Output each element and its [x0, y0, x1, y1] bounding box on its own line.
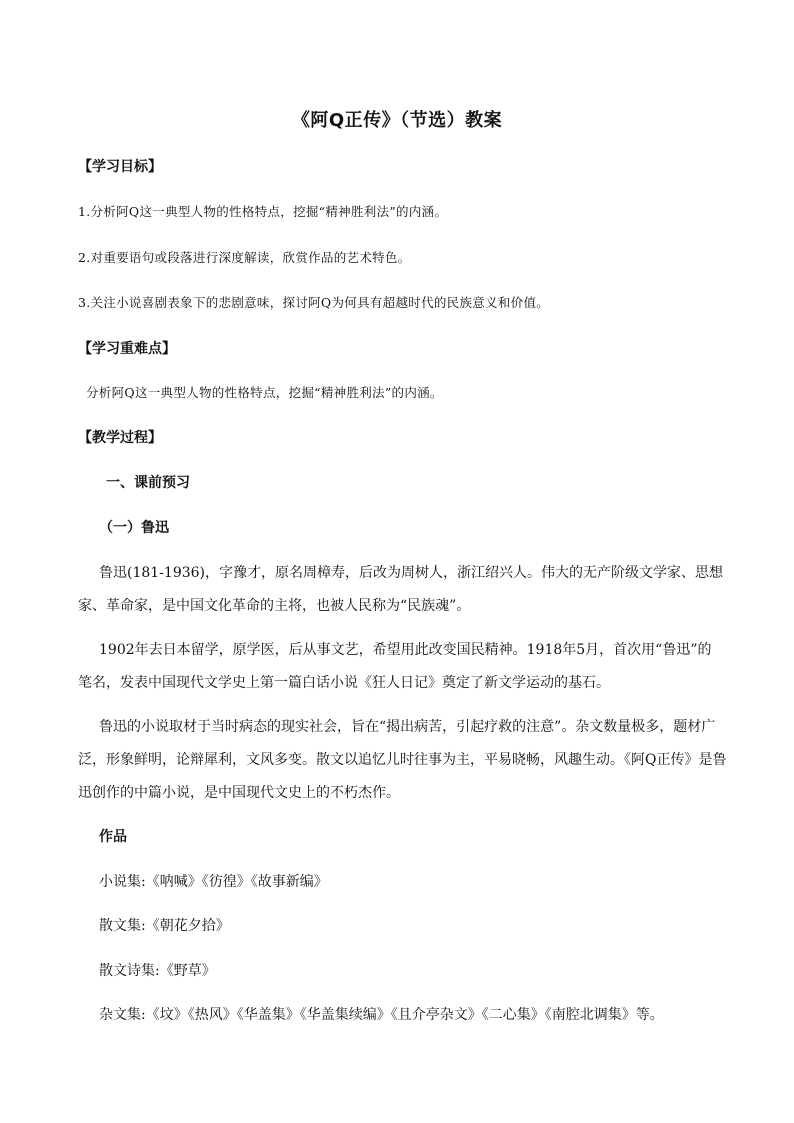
paragraph-2-line-1: 1902年去日本留学，原学医，后从事文艺，希望用此改变国民精神。1918年5月，首次用“鲁迅”的: [99, 642, 712, 658]
paragraph-3-line-3: 迅创作的中篇小说，是中国现代文史上的不朽杰作。: [78, 785, 400, 801]
key-points-heading: 【学习重难点】: [78, 341, 176, 357]
paragraph-1-line-1: 鲁迅(181-1936)，字豫才，原名周樟寿，后改为周树人，浙江绍兴人。伟大的无产阶级文学家、思想: [99, 565, 724, 581]
objective-item-1: 1.分析阿Q这一典型人物的性格特点，挖掘“精神胜利法”的内涵。: [78, 204, 448, 219]
works-item-prose-poems: 散文诗集:《野草》: [99, 963, 216, 979]
page-title: 《阿Q正传》（节选）教案: [291, 110, 503, 131]
works-item-novels: 小说集:《呐喊》《彷徨》《故事新编》: [99, 874, 328, 890]
objectives-heading: 【学习目标】: [78, 159, 162, 175]
works-item-essays: 散文集:《朝花夕拾》: [99, 918, 230, 934]
subheading-preview: 一、课前预习: [106, 475, 190, 491]
works-heading: 作品: [99, 829, 127, 845]
paragraph-3-line-1: 鲁迅的小说取材于当时病态的现实社会，旨在“揭出病苦，引起疗救的注意”。杂文数量极多，题材广: [99, 719, 716, 735]
process-heading: 【教学过程】: [78, 430, 162, 446]
objective-item-3: 3.关注小说喜剧表象下的悲剧意味，探讨阿Q为何具有超越时代的民族意义和价值。: [78, 295, 550, 310]
paragraph-1-line-2: 家、革命家，是中国文化革命的主将，也被人民称为“民族魂”。: [78, 598, 471, 614]
subheading-luxun: （一）鲁迅: [99, 520, 169, 536]
paragraph-3-line-2: 泛，形象鲜明，论辩犀利，文风多变。散文以追忆儿时往事为主，平易晓畅，风趣生动。《阿Q正传》是鲁: [78, 752, 727, 768]
key-points-text: 分析阿Q这一典型人物的性格特点，挖掘“精神胜利法”的内涵。: [86, 385, 443, 400]
paragraph-2-line-2: 笔名，发表中国现代文学史上第一篇白话小说《狂人日记》奠定了新文学运动的基石。: [78, 675, 610, 691]
works-item-zawen: 杂文集:《坟》《热风》《华盖集》《华盖集续编》《且介亭杂文》《二心集》《南腔北调集》等。: [99, 1007, 664, 1023]
objective-item-2: 2.对重要语句或段落进行深度解读，欣赏作品的艺术特色。: [78, 250, 411, 265]
